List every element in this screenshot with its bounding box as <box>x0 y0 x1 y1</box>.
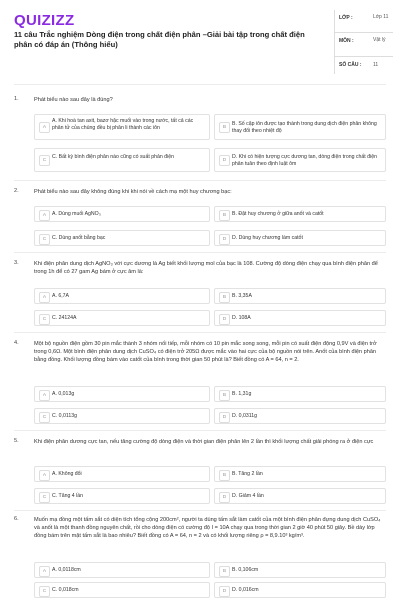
option-text: D. 108A <box>232 315 251 321</box>
option-letter: C <box>39 412 50 423</box>
option-letter: D <box>219 412 230 423</box>
option-letter: D <box>219 586 230 597</box>
option-letter: A <box>39 390 50 401</box>
header <box>0 0 400 80</box>
option-text: C. 24124A <box>52 315 77 321</box>
question-number: 3. <box>14 260 19 266</box>
question-text: Phát biểu nào sau đây không đúng khi khi nói về cách mạ một huy chương bạc: <box>34 189 232 195</box>
option-b[interactable] <box>214 288 386 304</box>
option-text: B. Tăng 2 lần <box>232 471 263 477</box>
option-text: D. 0,016cm <box>232 587 259 593</box>
meta-subject-row <box>335 32 393 57</box>
option-letter: C <box>39 155 50 166</box>
option-letter: D <box>219 155 230 166</box>
meta-subject-label: MÔN : <box>339 38 354 44</box>
question-divider <box>14 510 386 511</box>
option-text: C. Tăng 4 lần <box>52 493 84 499</box>
option-d[interactable] <box>214 582 386 598</box>
question-number: 1. <box>14 96 19 102</box>
option-letter: C <box>39 492 50 503</box>
option-letter: C <box>39 314 50 325</box>
option-text: D. Giảm 4 lần <box>232 493 264 499</box>
option-letter: B <box>219 210 230 221</box>
option-text: A. Không đổi <box>52 471 82 477</box>
option-c[interactable] <box>34 408 210 424</box>
option-letter: B <box>219 470 230 481</box>
meta-box <box>334 10 393 74</box>
meta-class-value: Lớp 11 <box>373 14 389 20</box>
question-text: Một bộ nguồn điện gồm 30 pin mắc thành 3 nhóm nối tiếp, mỗi nhóm có 10 pin mắc song song, mỗi pin có suất điện động 0,9V và điện trở trong 0,6Ω. Một bình điện phân dung dịch CuSO₄ có điện trở 205Ω được mắc vào hai cực của bộ nguồn nói trên. Anốt của bình điện phân bằng đồng. Khối lượng đồng bám vào catốt của bình trong thời gian 50 phút là? Biết đồng có A = 64, n = 2. <box>34 341 377 364</box>
option-letter: A <box>39 122 50 133</box>
option-letter: B <box>219 122 230 133</box>
question-text: Khi điện phân dung dịch AgNO₃ với cực dương là Ag biết khối lượng mol của bạc là 108. Cường độ dòng điện chạy qua bình điện phân để trong 1h để có 27 gam Ag bám ở cực âm là: <box>34 261 378 276</box>
option-text: A. 0,0118cm <box>52 567 81 573</box>
option-a[interactable] <box>34 562 210 578</box>
option-text: A. Dùng muối AgNO₃ <box>52 211 101 217</box>
option-d[interactable] <box>214 310 386 326</box>
option-b[interactable] <box>214 386 386 402</box>
option-text: D. 0,0311g <box>232 413 257 419</box>
question-text: Muốn mạ đồng một tấm sắt có diện tích tổng cộng 200cm², người ta dùng tấm sắt làm catốt của một bình điện phân đựng dung dịch CuSO₄ và anốt là một thanh đồng nguyên chất, rồi cho dòng điện có cường độ I = 10A chạy qua trong thời gian 2 giờ 40 phút 50 giây. Bề dày lớp đồng bám trên mặt tấm sắt là bao nhiêu? Biết đồng có A = 64, n = 2 và có khối lượng riêng ρ = 8,9.10³ kg/m³. <box>34 517 381 540</box>
meta-count-row <box>335 56 393 74</box>
option-a[interactable] <box>34 114 210 140</box>
option-a[interactable] <box>34 466 210 482</box>
meta-count-label: SỐ CÂU : <box>339 62 362 68</box>
option-d[interactable] <box>214 408 386 424</box>
question-number: 5. <box>14 438 19 444</box>
option-text: B. 1,31g <box>232 391 252 397</box>
quizizz-logo[interactable]: QUIZIZZ <box>14 12 75 29</box>
question-number: 6. <box>14 516 19 522</box>
option-c[interactable] <box>34 310 210 326</box>
meta-class-row <box>335 10 393 33</box>
question-divider <box>14 180 386 181</box>
option-letter: D <box>219 492 230 503</box>
option-d[interactable] <box>214 488 386 504</box>
option-letter: A <box>39 470 50 481</box>
option-text: B. 0,106cm <box>232 567 259 573</box>
option-text: A. 0,013g <box>52 391 75 397</box>
option-a[interactable] <box>34 206 210 222</box>
option-text: B. Đặt huy chương ở giữa anốt và catốt <box>232 211 324 217</box>
question-1 <box>14 96 386 176</box>
option-letter: B <box>219 390 230 401</box>
question-5 <box>14 438 386 508</box>
question-3 <box>14 260 386 330</box>
meta-count-value: 11 <box>373 62 379 68</box>
question-divider <box>14 430 386 431</box>
question-text: Phát biểu nào sau đây là đúng? <box>34 97 113 103</box>
option-b[interactable] <box>214 206 386 222</box>
option-text: C. 0,018cm <box>52 587 79 593</box>
question-6 <box>14 516 386 600</box>
question-number: 2. <box>14 188 19 194</box>
option-letter: C <box>39 234 50 245</box>
option-c[interactable] <box>34 148 210 172</box>
option-text: C. Dùng anốt bằng bạc <box>52 235 106 241</box>
option-a[interactable] <box>34 386 210 402</box>
option-b[interactable] <box>214 562 386 578</box>
option-letter: A <box>39 292 50 303</box>
option-letter: C <box>39 586 50 597</box>
option-a[interactable] <box>34 288 210 304</box>
header-divider <box>14 84 386 85</box>
question-text: Khi điện phân dương cực tan, nếu tăng cường độ dòng điện và thời gian điện phân lên 2 lần thì khối lượng chất giải phóng ra ở điện cực <box>34 439 374 445</box>
option-c[interactable] <box>34 230 210 246</box>
option-text: C. Bất kỳ bình điện phân nào cũng có suất phản điện <box>52 154 174 160</box>
option-letter: A <box>39 566 50 577</box>
option-text: C. 0,0113g <box>52 413 77 419</box>
question-number: 4. <box>14 340 19 346</box>
option-d[interactable] <box>214 230 386 246</box>
option-letter: D <box>219 314 230 325</box>
option-text: B. Số cặp iôn được tạo thành trong dung dịch điện phân không thay đổi theo nhiệt độ <box>232 121 377 135</box>
option-b[interactable] <box>214 466 386 482</box>
option-text: A. 6,7A <box>52 293 70 299</box>
option-text: A. Khi hoà tan axit, bazơ hặc muối vào trong nước, tất cả các phân tử của chúng đều bị phân li thành các iôn <box>52 118 194 132</box>
option-b[interactable] <box>214 114 386 140</box>
option-letter: A <box>39 210 50 221</box>
option-letter: B <box>219 292 230 303</box>
meta-class-label: LỚP : <box>339 15 353 21</box>
option-text: D. Khi có hiện tượng cực dương tan, dòng điện trong chất điện phân tuân theo định luật ôm <box>232 154 377 168</box>
option-c[interactable] <box>34 488 210 504</box>
option-text: D. Dùng huy chương làm catốt <box>232 235 303 241</box>
option-letter: B <box>219 566 230 577</box>
page-title: 11 câu Trắc nghiệm Dòng điện trong chất điện phân –Giải bài tập trong chất điện phân có đáp án (Thông hiểu) <box>14 30 305 49</box>
meta-subject-value: Vật lý <box>373 37 386 43</box>
question-4 <box>14 340 386 428</box>
option-text: B. 3,35A <box>232 293 252 299</box>
option-c[interactable] <box>34 582 210 598</box>
option-letter: D <box>219 234 230 245</box>
option-d[interactable] <box>214 148 386 172</box>
question-divider <box>14 332 386 333</box>
question-divider <box>14 252 386 253</box>
question-2 <box>14 188 386 248</box>
